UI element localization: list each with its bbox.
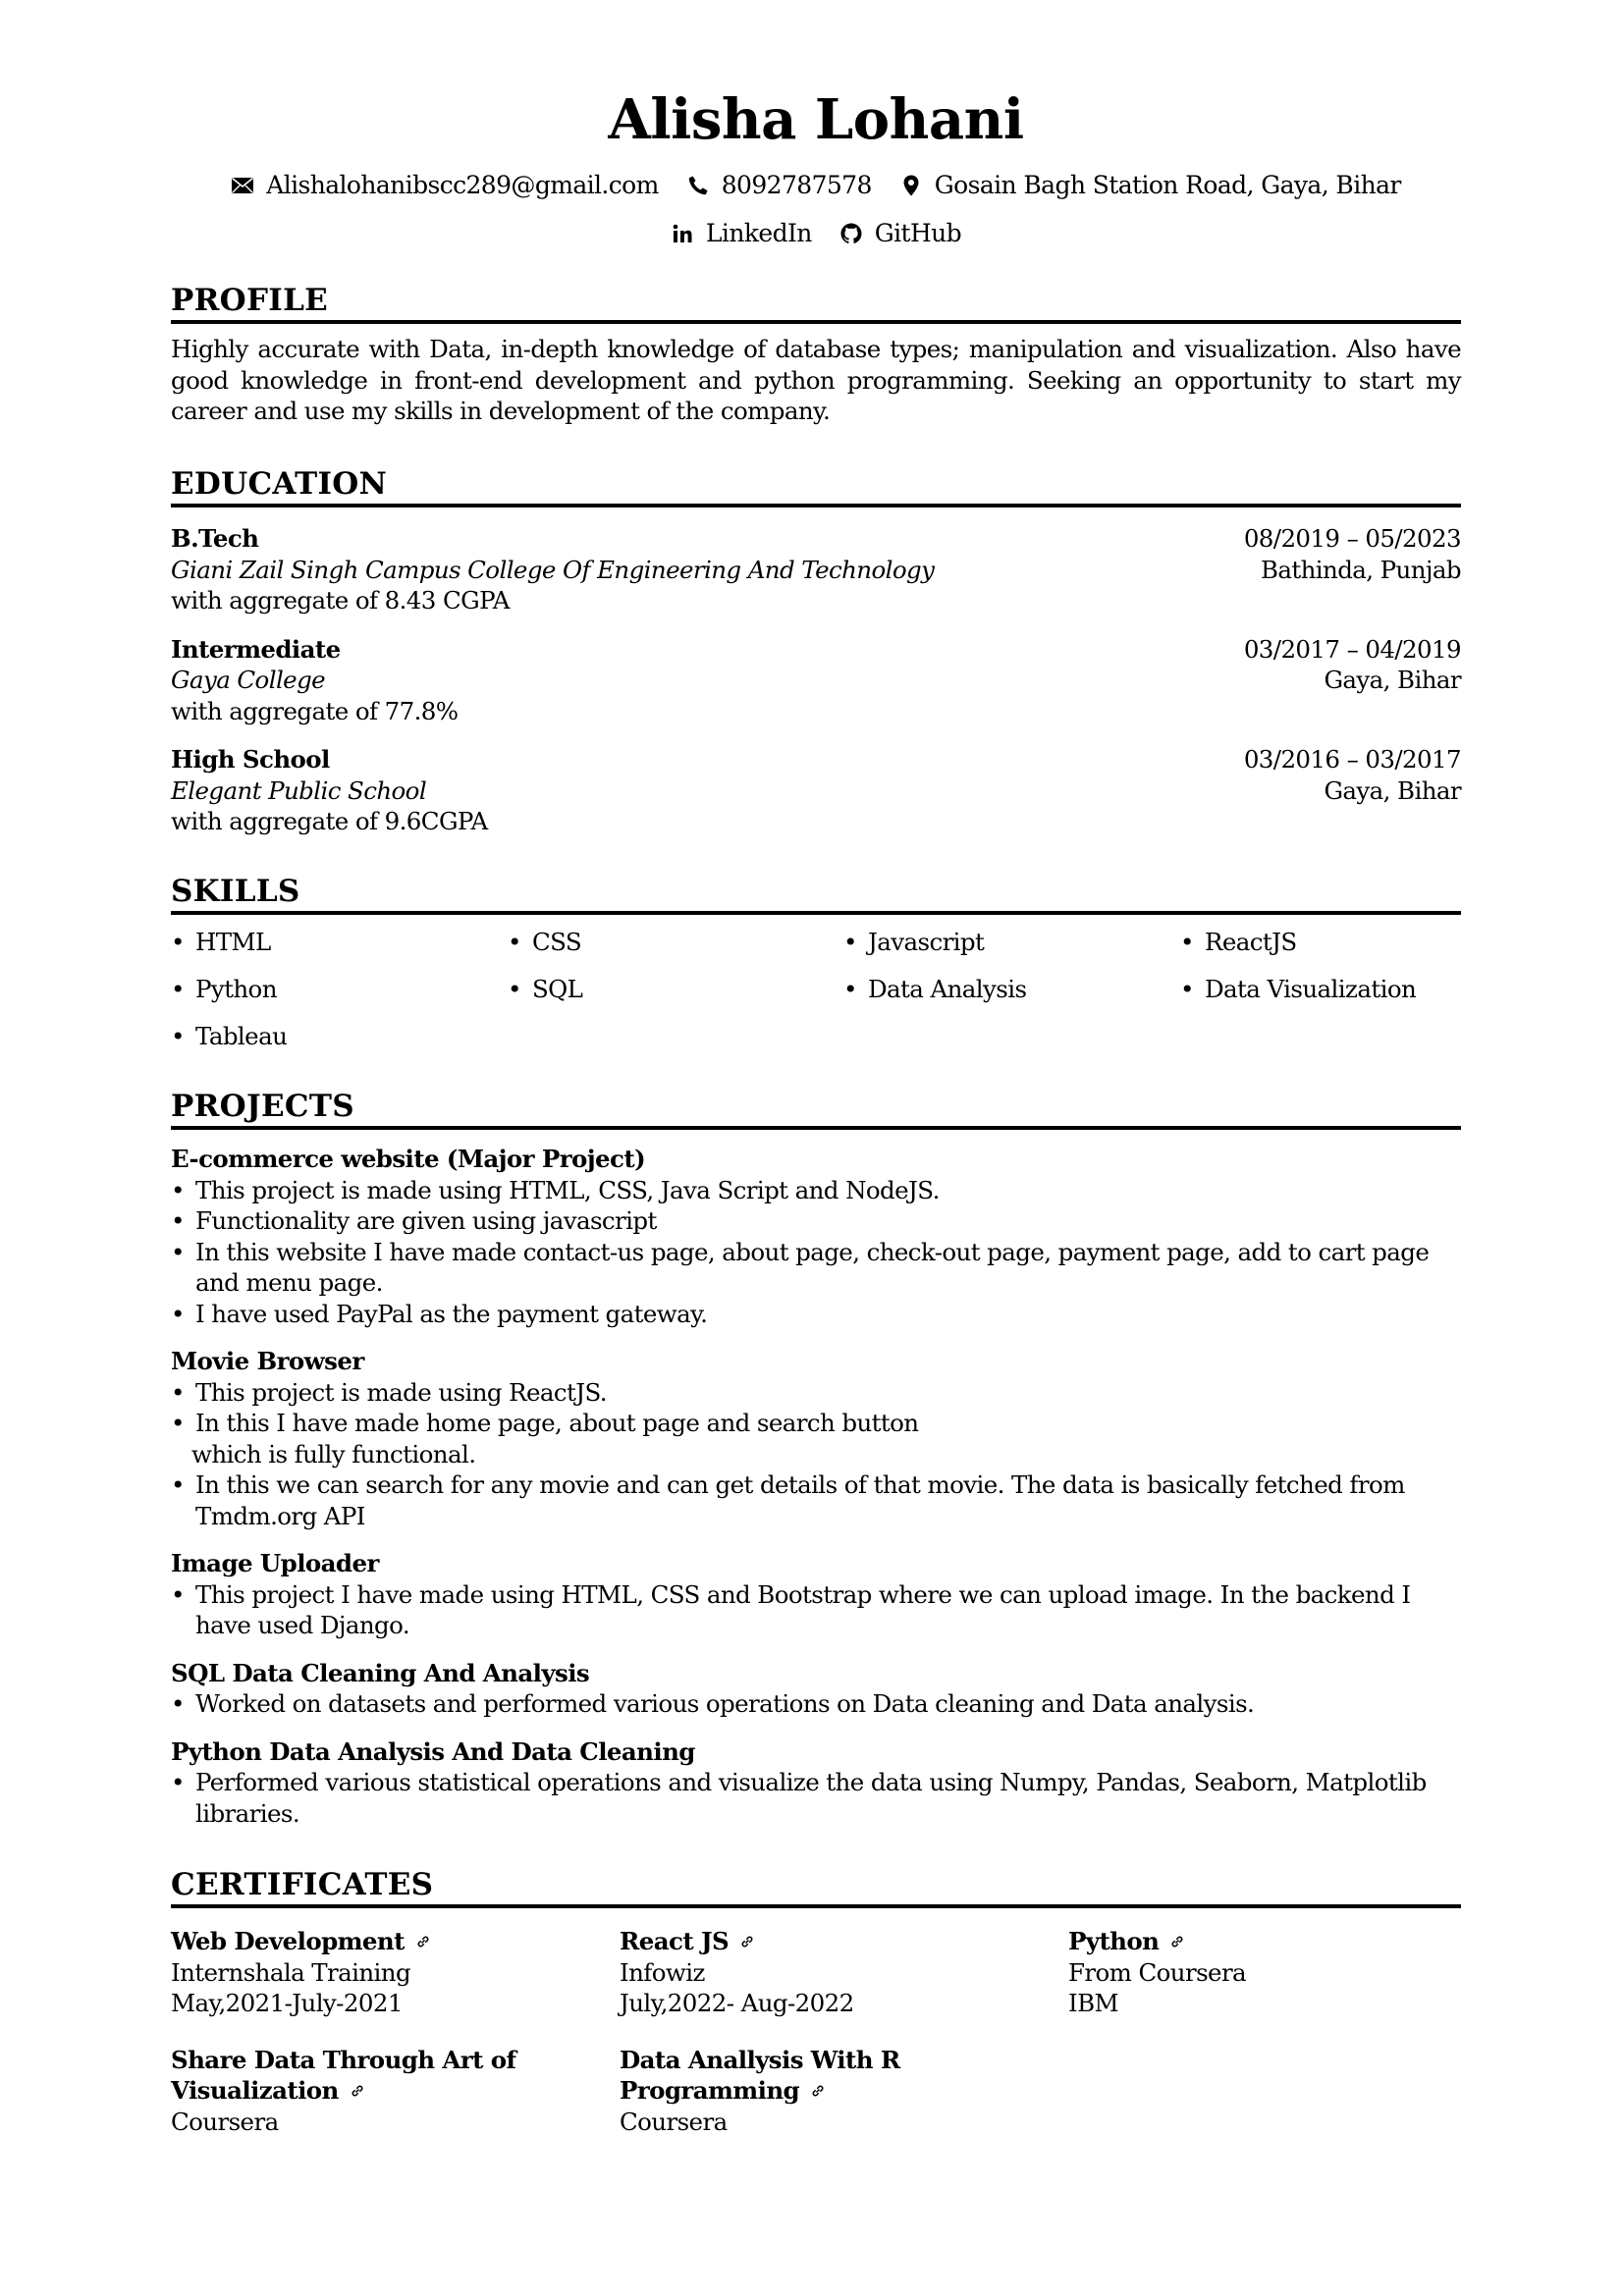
project-bullet: • In this we can search for any movie and can get details of that movie. The data is basically fetched from Tmdm.org API (171, 1469, 1461, 1531)
project-entry (171, 1548, 1461, 1641)
bullet-icon (508, 927, 532, 958)
location: Gaya, Bihar (1324, 775, 1461, 805)
institution: Elegant Public School (171, 775, 427, 805)
phone-icon (686, 174, 710, 197)
degree: High School (171, 745, 330, 774)
certificate-entry (171, 2045, 620, 2138)
skill-item: • Data Analysis (843, 974, 1180, 1005)
certificate-issuer: From Coursera (1068, 1957, 1247, 1987)
contact-linkedin-text: LinkedIn (705, 219, 812, 247)
degree: B.Tech (171, 524, 259, 553)
link-icon[interactable] (738, 1933, 756, 1950)
project-bullet: • In this I have made home page, about page and search button (171, 1408, 1461, 1439)
skills-list (171, 927, 1461, 1052)
project-bullet: • Functionality are given using javascript (171, 1205, 1461, 1237)
project-entry (171, 1736, 1461, 1830)
link-icon[interactable] (1168, 1933, 1186, 1950)
certificate-issuer: Coursera (620, 2107, 728, 2136)
project-title: Python Data Analysis And Data Cleaning (171, 1736, 695, 1766)
education-section (171, 464, 1461, 837)
link-icon[interactable] (414, 1933, 432, 1950)
skill-item: • Data Visualization (1180, 974, 1461, 1005)
certificate-issuer: Internshala Training (171, 1957, 411, 1987)
bullet-icon (171, 974, 195, 1005)
grade: with aggregate of 77.8% (171, 696, 459, 725)
bullet-icon (843, 974, 868, 1005)
bullet-icon (171, 1021, 195, 1052)
skill-item: • CSS (508, 927, 843, 958)
link-icon[interactable] (809, 2082, 827, 2100)
degree: Intermediate (171, 634, 341, 664)
dates: 03/2017 – 04/2019 (1243, 634, 1461, 664)
contact-github-text: GitHub (874, 219, 962, 247)
link-icon[interactable] (349, 2082, 366, 2100)
bullet-icon (1180, 974, 1205, 1005)
education-entry (171, 634, 1461, 727)
location: Bathinda, Punjab (1260, 555, 1461, 584)
certificate-issuer: Coursera (171, 2107, 279, 2136)
contact-linkedin[interactable] (671, 209, 812, 257)
project-bullet: • Performed various statistical operations and visualize the data using Numpy, Pandas, Seaborn, Matplotlib libraries. (171, 1767, 1461, 1829)
location: Gaya, Bihar (1324, 666, 1461, 694)
skill-item: • SQL (508, 974, 843, 1005)
bullet-icon (508, 974, 532, 1005)
certificate-date: July,2022- Aug-2022 (620, 1989, 854, 2017)
certificates-section (171, 1865, 1461, 2137)
education-entry (171, 744, 1461, 837)
skill-item: • ReactJS (1180, 927, 1461, 958)
contact-github[interactable] (839, 209, 961, 257)
certificate-link[interactable]: Web Development (171, 1926, 620, 1957)
skills-section (171, 872, 1461, 1052)
project-entry (171, 1658, 1461, 1720)
skill-item: • Tableau (171, 1021, 508, 1052)
project-bullet: • I have used PayPal as the payment gateway. (171, 1299, 1461, 1330)
skill-item: • Python (171, 974, 508, 1005)
projects-section (171, 1087, 1461, 1829)
resume-page (171, 0, 1461, 2136)
profile-section (171, 281, 1461, 427)
contact-address (899, 161, 1401, 209)
profile-summary: Highly accurate with Data, in-depth knowledge of database types; manipulation and visualization. Also have good knowledge in front-end development and python programming. Seeking an opportunity to start my career and use my skills in development of the company. (171, 335, 1461, 425)
project-title: Image Uploader (171, 1549, 379, 1577)
bullet-icon (843, 927, 868, 958)
section-title-skills: SKILLS (171, 872, 1461, 915)
section-title-profile: PROFILE (171, 281, 1461, 324)
certificate-link[interactable]: Share Data Through Art of Visualization (171, 2045, 516, 2105)
contact-address-text: Gosain Bagh Station Road, Gaya, Bihar (934, 171, 1401, 199)
project-title: Movie Browser (171, 1347, 364, 1375)
certificate-date: IBM (1068, 1989, 1118, 2017)
certificate-link[interactable]: React JS (620, 1926, 1068, 1957)
section-title-projects: PROJECTS (171, 1087, 1461, 1130)
linkedin-icon (671, 222, 694, 245)
skill-item: • HTML (171, 927, 508, 958)
certificates-list (171, 1926, 1461, 2137)
dates: 08/2019 – 05/2023 (1243, 524, 1461, 553)
certificate-link[interactable]: Python (1068, 1926, 1461, 1957)
email-icon (231, 174, 254, 197)
project-bullet: • In this website I have made contact-us page, about page, check-out page, payment page, add to cart page and menu page. (171, 1237, 1461, 1299)
project-entry (171, 1346, 1461, 1531)
certificate-entry (620, 2045, 1068, 2138)
skill-item: • Javascript (843, 927, 1180, 958)
bullet-icon (171, 927, 195, 958)
candidate-name: Alisha Lohani (608, 87, 1024, 152)
contact-phone-text: 8092787578 (721, 171, 872, 199)
institution: Giani Zail Singh Campus College Of Engineering And Technology (171, 555, 935, 584)
github-icon (839, 222, 863, 245)
project-bullet: • This project is made using ReactJS. (171, 1377, 1461, 1409)
project-title: SQL Data Cleaning And Analysis (171, 1658, 590, 1687)
project-entry (171, 1144, 1461, 1329)
grade: with aggregate of 9.6CGPA (171, 807, 488, 835)
project-bullet-continuation: which is fully functional. (191, 1439, 476, 1468)
certificate-issuer: Infowiz (620, 1957, 705, 1987)
certificate-entry (620, 1926, 1068, 2019)
project-bullet: • This project is made using HTML, CSS, Java Script and NodeJS. (171, 1175, 1461, 1206)
project-bullet: • Worked on datasets and performed various operations on Data cleaning and Data analysis. (171, 1688, 1461, 1720)
project-title: E-commerce website (Major Project) (171, 1145, 646, 1173)
section-title-education: EDUCATION (171, 464, 1461, 507)
location-icon (899, 174, 923, 197)
certificate-date: May,2021-July-2021 (171, 1989, 403, 2017)
institution: Gaya College (171, 666, 326, 694)
contact-bar (171, 161, 1461, 257)
grade: with aggregate of 8.43 CGPA (171, 586, 510, 614)
certificate-link[interactable]: Data Anallysis With R Programming (620, 2045, 900, 2105)
contact-email-text: Alishalohanibscc289@gmail.com (266, 171, 659, 199)
section-title-certificates: CERTIFICATES (171, 1865, 1461, 1908)
education-entry (171, 523, 1461, 616)
contact-email[interactable] (231, 161, 659, 209)
contact-phone[interactable] (686, 161, 872, 209)
certificate-entry (171, 1926, 620, 2019)
bullet-icon (1180, 927, 1205, 958)
certificate-entry (1068, 1926, 1461, 2019)
project-bullet: • This project I have made using HTML, CSS and Bootstrap where we can upload image. In the backend I have used Django. (171, 1579, 1461, 1641)
dates: 03/2016 – 03/2017 (1243, 745, 1461, 774)
